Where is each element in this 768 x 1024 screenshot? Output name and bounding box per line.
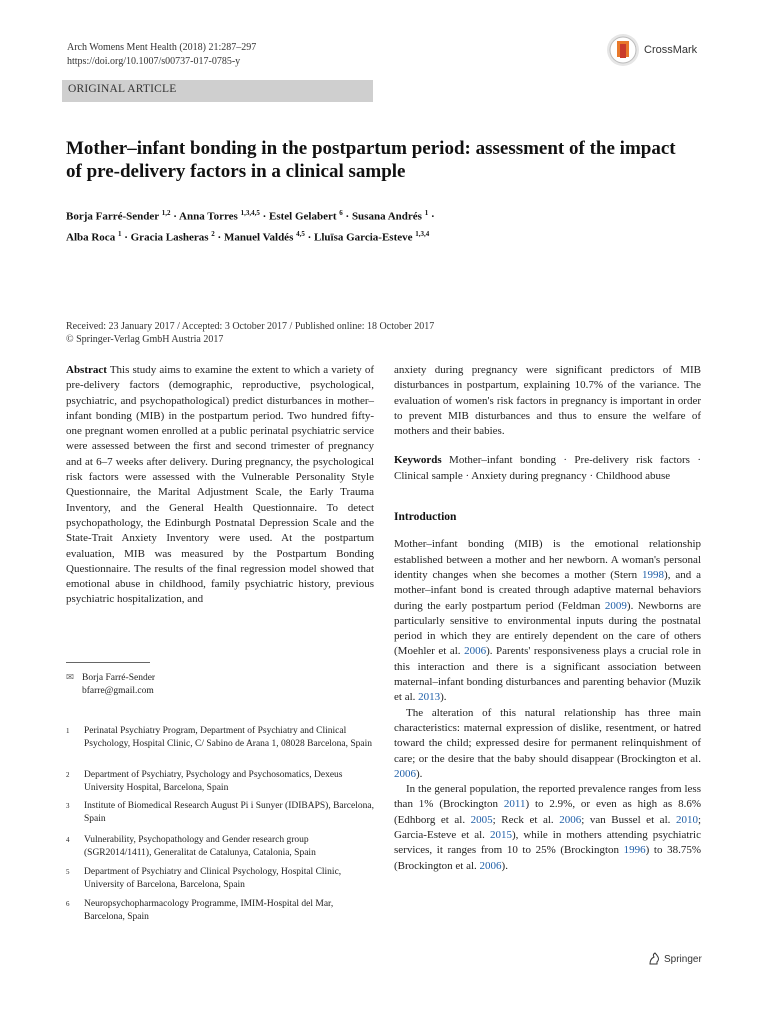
intro-paragraph-2: The alteration of this natural relationship has three main characteristics: maternal expression of dislike, resentment, or hatred toward the child; expressed desire for permanent relinquishment of care; or the desire that the baby should disappear (Brockington et al. 2006).: [394, 706, 701, 780]
affiliation-text: Institute of Biomedical Research August Pi i Sunyer (IDIBAPS), Barcelona, Spain: [84, 801, 374, 824]
affiliation-number: 6: [66, 900, 70, 908]
citation-link[interactable]: 2009: [604, 599, 627, 612]
author-list: [66, 205, 566, 246]
doi-link[interactable]: https://doi.org/10.1007/s00737-017-0785-y: [67, 56, 241, 67]
contact-email[interactable]: bfarre@gmail.com: [82, 686, 154, 696]
citation-link[interactable]: 2015: [489, 829, 512, 842]
author-affiliation: 1: [117, 229, 122, 238]
footnote-divider: [66, 662, 150, 663]
citation-link[interactable]: 2005: [470, 813, 493, 826]
author-name[interactable]: Alba Roca: [66, 231, 116, 244]
citation-link[interactable]: 1996: [623, 844, 646, 857]
abstract-label: Abstract: [66, 364, 107, 376]
author-name[interactable]: Borja Farré-Sender: [66, 210, 159, 223]
crossmark-badge[interactable]: [606, 33, 697, 67]
dates-line: Received: 23 January 2017 / Accepted: 3 October 2017 / Published online: 18 October 2017: [66, 321, 435, 332]
affiliation-text: Vulnerability, Psychopathology and Gender research group (SGR2014/1411), Generalitat de Catalunya, Catalonia, Spain: [84, 835, 316, 858]
copyright-line: © Springer-Verlag GmbH Austria 2017: [66, 334, 224, 345]
article-type-banner: [62, 80, 373, 102]
affiliation-text: Department of Psychiatry, Psychology and Psychosomatics, Dexeus University Hospital, Barcelona, Spain: [84, 770, 343, 793]
contact-name: Borja Farré-Sender: [82, 673, 156, 683]
journal-citation: Arch Womens Ment Health (2018) 21:287–297: [67, 42, 257, 53]
springer-horse-icon: [647, 952, 661, 966]
author-name[interactable]: Lluïsa Garcia-Esteve: [314, 231, 413, 244]
abstract-section: [66, 363, 374, 608]
affiliation-item: [66, 800, 376, 826]
citation-link[interactable]: 2006: [394, 767, 416, 780]
citation-link[interactable]: 2006: [464, 645, 487, 658]
introduction-heading: Introduction: [394, 511, 457, 524]
abstract-continued: anxiety during pregnancy were significant predictors of MIB disturbances in postpartum, explaining 10.7% of the variance. The evaluation of women's risk factors in pregnancy is important in order to prevent MIB disturbances and thus to ensure the welfare of mothers and their babies.: [394, 364, 701, 438]
affiliation-number: 2: [66, 771, 70, 779]
affiliation-number: 5: [66, 868, 70, 876]
publisher-name: Springer: [664, 953, 702, 965]
publisher-logo: [647, 952, 702, 966]
author-name[interactable]: Susana Andrés: [351, 210, 422, 223]
affiliation-text: Neuropsychopharmacology Programme, IMIM-Hospital del Mar, Barcelona, Spain: [84, 899, 334, 922]
affiliation-text: Perinatal Psychiatry Program, Department of Psychiatry and Clinical Psychology, Hospital Clinic, C/ Sabino de Arana 1, 08028 Barcelona, Spain: [84, 726, 373, 749]
citation-link[interactable]: 1998: [642, 568, 665, 581]
author-line-1: Borja Farré-Sender $^{1,2}$ · Anna Torres $^{1,3,4,5}$ · Estel Gelabert $^6$ · Susana Andrés $^1$ ·: [66, 209, 435, 223]
keywords-label: Keywords: [394, 454, 442, 467]
author-affiliation: 6: [339, 209, 343, 217]
keywords-text: Mother–infant bonding · Pre-delivery risk factors · Clinical sample · Anxiety during pregnancy · Childhood abuse: [394, 454, 701, 482]
affiliation-item: [66, 725, 376, 751]
article-title: Mother–infant bonding in the postpartum period: assessment of the impact of pre-delivery factors in a clinical sample: [66, 138, 676, 182]
affiliation-item: [66, 866, 376, 892]
citation-link[interactable]: 2006: [559, 813, 582, 826]
crossmark-label: CrossMark: [644, 44, 698, 56]
citation-link[interactable]: 2013: [418, 691, 441, 704]
author-name[interactable]: Estel Gelabert: [269, 210, 337, 223]
keywords-section: [394, 453, 701, 484]
intro-paragraph-3: In the general population, the reported prevalence ranges from less than 1% (Brockington 2011) to 2.9%, or even as high as 8.6% (Edhborg et al. 2005; Reck et al. 2006; van Bussel et al. 2010; Garcia-Esteve et al. 2015), while in mothers attending psychiatric services, it ranges from 10 to 25% (Brockington 1996) to 38.75% (Brockington et al. 2006).: [394, 783, 701, 872]
affiliation-item: [66, 769, 376, 795]
affiliation-item: [66, 834, 376, 860]
citation-link[interactable]: 2006: [479, 859, 502, 872]
author-affiliation: 2: [211, 229, 215, 238]
author-name[interactable]: Gracia Lasheras: [130, 231, 209, 244]
abstract-text: This study aims to examine the extent to which a variety of pre-delivery factors (demographic, reproductive, psychological, psychiatric, and psychopathological) predict disturbances in mother–infant bonding (MIB) in the postpartum period. Two hundred fifty-one pregnant women enrolled at a public perinatal psychiatric service were assessed between the first and second trimester of pregnancy and at 6–7 weeks after delivery. During pregnancy, the psychological risk factors were assessed with the Vulnerable Personality Style Questionnaire, the Marital Adjustment Scale, the Early Trauma Inventory, and the General Health Questionnaire. To detect psychopathology, the Edinburgh Postnatal Depression Scale and the State-Trait Anxiety Inventory were used. At the postpartum evaluation, MIB was measured by the Postpartum Bonding Questionnaire. The results of the final regression model showed that emotional abuse in childhood, family psychiatric history, previous psychiatric hospitalization, and: [66, 364, 374, 606]
publication-dates: [66, 320, 434, 346]
affiliation-number: 4: [66, 836, 70, 844]
right-column: [394, 363, 701, 874]
citation-link[interactable]: 2010: [675, 813, 698, 826]
journal-header: [67, 41, 256, 69]
citation-link[interactable]: 2011: [503, 798, 526, 811]
affiliation-item: [66, 898, 376, 924]
author-affiliation: 1: [424, 209, 429, 217]
affiliation-text: Department of Psychiatry and Clinical Psychology, Hospital Clinic, University of Barcelona, Barcelona, Spain: [84, 867, 342, 890]
author-name[interactable]: Manuel Valdés: [223, 231, 294, 244]
affiliation-number: 1: [66, 727, 70, 735]
envelope-icon: ✉: [66, 673, 74, 683]
author-name[interactable]: Anna Torres: [179, 210, 238, 223]
author-affiliation: 1,2: [161, 209, 171, 217]
corresponding-author: [66, 672, 155, 698]
article-type: ORIGINAL ARTICLE: [68, 83, 177, 95]
intro-paragraph-1: Mother–infant bonding (MIB) is the emotional relationship established between a mother and her newborn. A woman's personal identity changes when she becomes a mother (Stern 1998), and a mother–infant bond is created through adaptive maternal behaviors during the early postpartum period (Feldman 2009). Newborns are particularly sensitive to environmental inputs during the postnatal period in which they are entirely dependent on the care of others (Moehler et al. 2006). Parents' responsiveness plays a crucial role in this interaction and there is a significant association between maternal–infant bonding disturbances and parenting behavior (Muzik et al. 2013).: [394, 538, 701, 704]
author-affiliation: 1,3,4: [415, 229, 430, 238]
author-affiliation: 4,5: [296, 229, 305, 238]
affiliation-number: 3: [66, 802, 70, 810]
author-line-2: Alba Roca $^1$ · Gracia Lasheras $^2$ · Manuel Valdés $^{4,5}$ · Lluïsa Garcia-Esteve $^{1,3,4}$: [66, 229, 430, 244]
author-affiliation: 1,3,4,5: [240, 209, 260, 217]
crossmark-icon: [606, 33, 640, 67]
